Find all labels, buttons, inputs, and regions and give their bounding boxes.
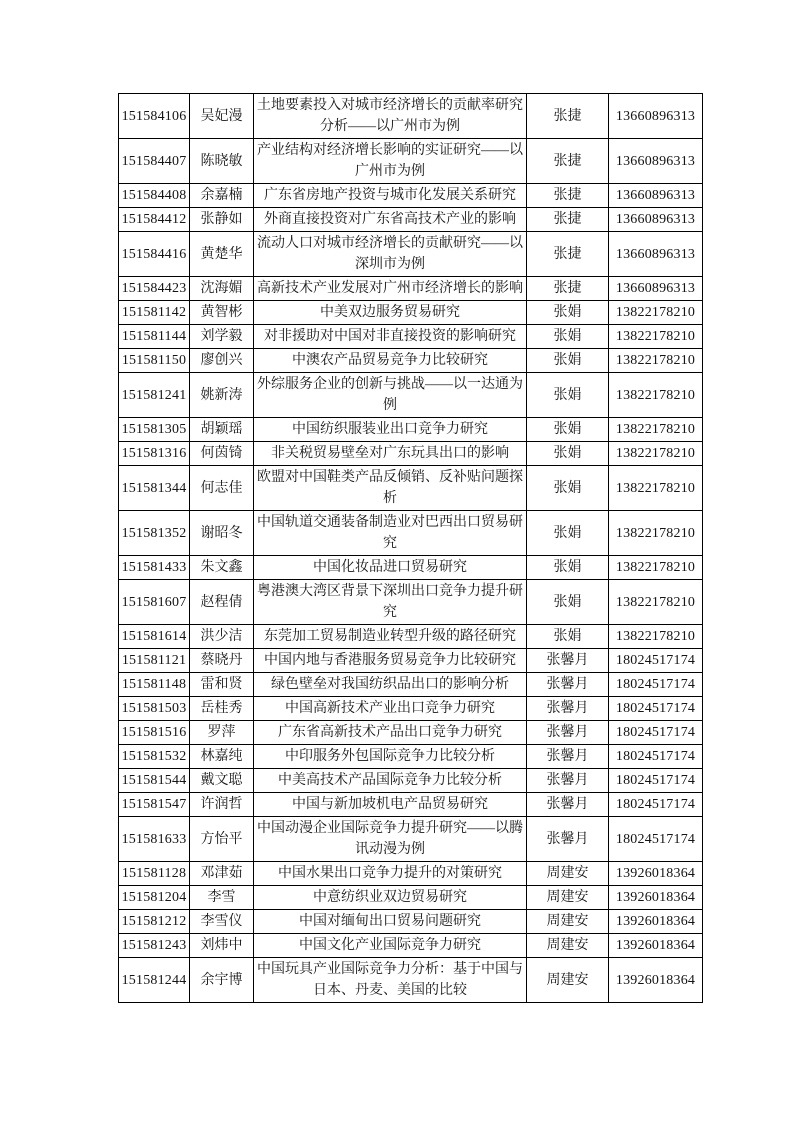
thesis-title-cell: 中美高技术产品国际竞争力比较分析: [254, 769, 527, 793]
advisor-name-cell: 张娟: [527, 301, 609, 325]
table-row: [119, 862, 703, 886]
advisor-phone-cell: 13822178210: [609, 466, 703, 511]
advisor-phone-cell: 13926018364: [609, 934, 703, 958]
student-name-cell: 戴文聪: [190, 769, 254, 793]
thesis-title-cell: 土地要素投入对城市经济增长的贡献率研究分析——以广州市为例: [254, 94, 527, 139]
student-name-cell: 廖创兴: [190, 349, 254, 373]
advisor-phone-cell: 13822178210: [609, 301, 703, 325]
advisor-name-cell: 张娟: [527, 349, 609, 373]
advisor-name-cell: 张娟: [527, 442, 609, 466]
student-id-cell: 151581121: [119, 649, 190, 673]
student-id-cell: 151581128: [119, 862, 190, 886]
thesis-title-cell: 粤港澳大湾区背景下深圳出口竞争力提升研究: [254, 580, 527, 625]
table-row: [119, 721, 703, 745]
thesis-title-cell: 中国化妆品进口贸易研究: [254, 556, 527, 580]
thesis-title-cell: 广东省高新技术产品出口竞争力研究: [254, 721, 527, 745]
student-id-cell: 151581547: [119, 793, 190, 817]
student-id-cell: 151584423: [119, 277, 190, 301]
advisor-phone-cell: 13822178210: [609, 442, 703, 466]
advisor-phone-cell: 13926018364: [609, 862, 703, 886]
thesis-title-cell: 中国动漫企业国际竞争力提升研究——以腾讯动漫为例: [254, 817, 527, 862]
student-id-cell: 151581316: [119, 442, 190, 466]
advisor-phone-cell: 18024517174: [609, 721, 703, 745]
student-name-cell: 许润哲: [190, 793, 254, 817]
thesis-table-body: [119, 94, 703, 1003]
student-name-cell: 林嘉纯: [190, 745, 254, 769]
table-row: [119, 94, 703, 139]
advisor-name-cell: 张馨月: [527, 745, 609, 769]
advisor-name-cell: 张娟: [527, 625, 609, 649]
thesis-title-cell: 中意纺织业双边贸易研究: [254, 886, 527, 910]
thesis-title-cell: 中国纺织服装业出口竞争力研究: [254, 418, 527, 442]
table-row: [119, 625, 703, 649]
student-name-cell: 朱文鑫: [190, 556, 254, 580]
student-name-cell: 谢昭冬: [190, 511, 254, 556]
advisor-phone-cell: 18024517174: [609, 649, 703, 673]
advisor-phone-cell: 13926018364: [609, 886, 703, 910]
student-name-cell: 何茵锜: [190, 442, 254, 466]
advisor-phone-cell: 13822178210: [609, 556, 703, 580]
thesis-title-cell: 绿色壁垒对我国纺织品出口的影响分析: [254, 673, 527, 697]
advisor-phone-cell: 18024517174: [609, 673, 703, 697]
thesis-title-cell: 非关税贸易壁垒对广东玩具出口的影响: [254, 442, 527, 466]
student-name-cell: 刘学毅: [190, 325, 254, 349]
table-row: [119, 793, 703, 817]
student-name-cell: 张静如: [190, 208, 254, 232]
advisor-phone-cell: 13660896313: [609, 184, 703, 208]
table-row: [119, 745, 703, 769]
student-id-cell: 151581633: [119, 817, 190, 862]
student-id-cell: 151584408: [119, 184, 190, 208]
advisor-phone-cell: 13822178210: [609, 580, 703, 625]
advisor-phone-cell: 18024517174: [609, 769, 703, 793]
table-row: [119, 373, 703, 418]
student-id-cell: 151581204: [119, 886, 190, 910]
advisor-name-cell: 张捷: [527, 208, 609, 232]
student-name-cell: 蔡晓丹: [190, 649, 254, 673]
thesis-assignment-table: [118, 93, 703, 1003]
student-name-cell: 李雪: [190, 886, 254, 910]
table-row: [119, 817, 703, 862]
advisor-name-cell: 张馨月: [527, 817, 609, 862]
thesis-title-cell: 欧盟对中国鞋类产品反倾销、反补贴问题探析: [254, 466, 527, 511]
thesis-title-cell: 对非援助对中国对非直接投资的影响研究: [254, 325, 527, 349]
student-id-cell: 151584416: [119, 232, 190, 277]
student-id-cell: 151584412: [119, 208, 190, 232]
student-id-cell: 151581305: [119, 418, 190, 442]
student-id-cell: 151581212: [119, 910, 190, 934]
advisor-name-cell: 张捷: [527, 232, 609, 277]
advisor-name-cell: 张娟: [527, 556, 609, 580]
student-id-cell: 151581150: [119, 349, 190, 373]
thesis-title-cell: 中印服务外包国际竞争力比较分析: [254, 745, 527, 769]
advisor-name-cell: 周建安: [527, 862, 609, 886]
advisor-phone-cell: 13926018364: [609, 910, 703, 934]
table-row: [119, 511, 703, 556]
advisor-phone-cell: 18024517174: [609, 697, 703, 721]
advisor-phone-cell: 13822178210: [609, 325, 703, 349]
student-name-cell: 余嘉楠: [190, 184, 254, 208]
table-row: [119, 697, 703, 721]
advisor-name-cell: 张捷: [527, 184, 609, 208]
advisor-name-cell: 张娟: [527, 418, 609, 442]
table-row: [119, 958, 703, 1003]
thesis-title-cell: 外综服务企业的创新与挑战——以一达通为例: [254, 373, 527, 418]
student-id-cell: 151581433: [119, 556, 190, 580]
table-row: [119, 349, 703, 373]
student-id-cell: 151581243: [119, 934, 190, 958]
advisor-name-cell: 张娟: [527, 373, 609, 418]
advisor-name-cell: 周建安: [527, 958, 609, 1003]
thesis-title-cell: 中国轨道交通装备制造业对巴西出口贸易研究: [254, 511, 527, 556]
table-row: [119, 580, 703, 625]
advisor-phone-cell: 13660896313: [609, 232, 703, 277]
student-id-cell: 151581244: [119, 958, 190, 1003]
student-name-cell: 李雪仪: [190, 910, 254, 934]
advisor-phone-cell: 13926018364: [609, 958, 703, 1003]
table-row: [119, 910, 703, 934]
student-id-cell: 151581148: [119, 673, 190, 697]
advisor-phone-cell: 18024517174: [609, 745, 703, 769]
table-row: [119, 277, 703, 301]
student-id-cell: 151584407: [119, 139, 190, 184]
advisor-name-cell: 张馨月: [527, 793, 609, 817]
table-row: [119, 673, 703, 697]
student-name-cell: 余宇博: [190, 958, 254, 1003]
thesis-title-cell: 中美双边服务贸易研究: [254, 301, 527, 325]
advisor-name-cell: 周建安: [527, 886, 609, 910]
thesis-title-cell: 中国文化产业国际竞争力研究: [254, 934, 527, 958]
table-row: [119, 139, 703, 184]
student-name-cell: 吴妃漫: [190, 94, 254, 139]
advisor-phone-cell: 13660896313: [609, 208, 703, 232]
thesis-title-cell: 中国玩具产业国际竞争力分析：基于中国与日本、丹麦、美国的比较: [254, 958, 527, 1003]
advisor-phone-cell: 18024517174: [609, 817, 703, 862]
table-row: [119, 184, 703, 208]
thesis-title-cell: 流动人口对城市经济增长的贡献研究——以深圳市为例: [254, 232, 527, 277]
student-name-cell: 黄智彬: [190, 301, 254, 325]
advisor-phone-cell: 13822178210: [609, 511, 703, 556]
student-id-cell: 151581352: [119, 511, 190, 556]
thesis-title-cell: 高新技术产业发展对广州市经济增长的影响: [254, 277, 527, 301]
student-id-cell: 151581241: [119, 373, 190, 418]
table-row: [119, 466, 703, 511]
advisor-name-cell: 张捷: [527, 277, 609, 301]
advisor-name-cell: 张娟: [527, 511, 609, 556]
advisor-phone-cell: 13660896313: [609, 139, 703, 184]
advisor-name-cell: 周建安: [527, 910, 609, 934]
advisor-phone-cell: 13822178210: [609, 625, 703, 649]
table-row: [119, 442, 703, 466]
student-name-cell: 沈海媚: [190, 277, 254, 301]
student-id-cell: 151581532: [119, 745, 190, 769]
student-name-cell: 黄楚华: [190, 232, 254, 277]
student-name-cell: 刘炜中: [190, 934, 254, 958]
table-row: [119, 886, 703, 910]
advisor-name-cell: 周建安: [527, 934, 609, 958]
thesis-title-cell: 中国内地与香港服务贸易竞争力比较研究: [254, 649, 527, 673]
student-id-cell: 151581614: [119, 625, 190, 649]
table-row: [119, 649, 703, 673]
table-row: [119, 769, 703, 793]
student-id-cell: 151581544: [119, 769, 190, 793]
student-name-cell: 罗萍: [190, 721, 254, 745]
student-name-cell: 岳桂秀: [190, 697, 254, 721]
advisor-phone-cell: 13822178210: [609, 373, 703, 418]
student-id-cell: 151581503: [119, 697, 190, 721]
table-row: [119, 934, 703, 958]
student-name-cell: 赵程倩: [190, 580, 254, 625]
student-id-cell: 151584106: [119, 94, 190, 139]
student-name-cell: 何志佳: [190, 466, 254, 511]
student-name-cell: 洪少洁: [190, 625, 254, 649]
student-id-cell: 151581344: [119, 466, 190, 511]
student-name-cell: 陈晓敏: [190, 139, 254, 184]
student-name-cell: 胡颖瑶: [190, 418, 254, 442]
student-name-cell: 方怡平: [190, 817, 254, 862]
thesis-title-cell: 广东省房地产投资与城市化发展关系研究: [254, 184, 527, 208]
table-row: [119, 418, 703, 442]
advisor-phone-cell: 18024517174: [609, 793, 703, 817]
table-row: [119, 301, 703, 325]
advisor-name-cell: 张娟: [527, 466, 609, 511]
advisor-name-cell: 张馨月: [527, 649, 609, 673]
student-name-cell: 雷和贤: [190, 673, 254, 697]
thesis-title-cell: 中国水果出口竞争力提升的对策研究: [254, 862, 527, 886]
advisor-name-cell: 张馨月: [527, 769, 609, 793]
table-row: [119, 232, 703, 277]
table-row: [119, 208, 703, 232]
thesis-title-cell: 外商直接投资对广东省高技术产业的影响: [254, 208, 527, 232]
advisor-name-cell: 张馨月: [527, 721, 609, 745]
advisor-phone-cell: 13660896313: [609, 94, 703, 139]
advisor-name-cell: 张娟: [527, 580, 609, 625]
table-row: [119, 325, 703, 349]
advisor-name-cell: 张捷: [527, 94, 609, 139]
thesis-title-cell: 中澳农产品贸易竞争力比较研究: [254, 349, 527, 373]
advisor-name-cell: 张馨月: [527, 697, 609, 721]
student-id-cell: 151581607: [119, 580, 190, 625]
student-name-cell: 姚新涛: [190, 373, 254, 418]
advisor-name-cell: 张捷: [527, 139, 609, 184]
student-id-cell: 151581516: [119, 721, 190, 745]
table-row: [119, 556, 703, 580]
thesis-title-cell: 产业结构对经济增长影响的实证研究——以广州市为例: [254, 139, 527, 184]
student-id-cell: 151581144: [119, 325, 190, 349]
advisor-name-cell: 张娟: [527, 325, 609, 349]
advisor-name-cell: 张馨月: [527, 673, 609, 697]
thesis-title-cell: 中国与新加坡机电产品贸易研究: [254, 793, 527, 817]
student-name-cell: 邓津茹: [190, 862, 254, 886]
thesis-title-cell: 中国高新技术产业出口竞争力研究: [254, 697, 527, 721]
thesis-title-cell: 中国对缅甸出口贸易问题研究: [254, 910, 527, 934]
advisor-phone-cell: 13822178210: [609, 418, 703, 442]
student-id-cell: 151581142: [119, 301, 190, 325]
advisor-phone-cell: 13660896313: [609, 277, 703, 301]
thesis-title-cell: 东莞加工贸易制造业转型升级的路径研究: [254, 625, 527, 649]
advisor-phone-cell: 13822178210: [609, 349, 703, 373]
